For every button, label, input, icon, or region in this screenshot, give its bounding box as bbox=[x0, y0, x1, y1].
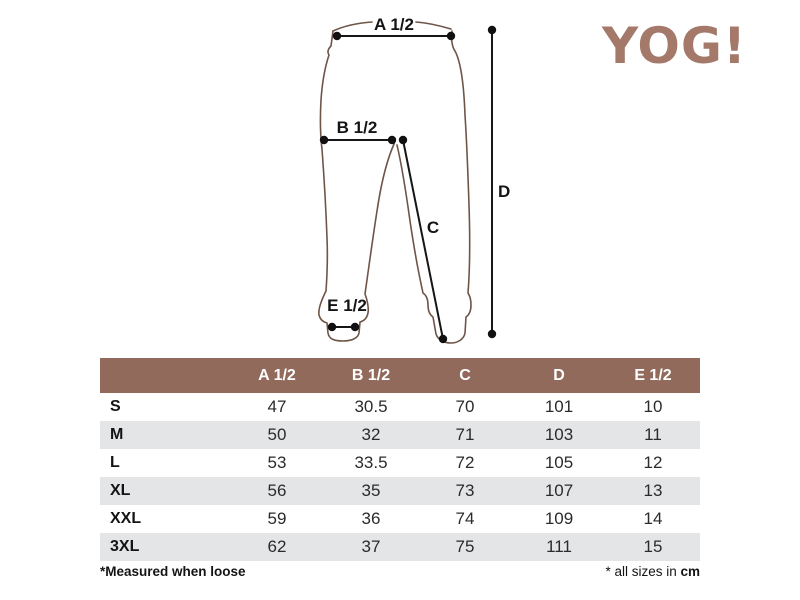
table-row bbox=[100, 421, 700, 449]
header-cell-d: D bbox=[553, 366, 565, 384]
value-cell: 50 bbox=[267, 425, 287, 444]
value-cell: 56 bbox=[267, 481, 287, 500]
value-cell: 11 bbox=[644, 425, 662, 444]
size-cell: 3XL bbox=[110, 538, 140, 555]
value-cell: 62 bbox=[267, 537, 287, 556]
value-cell: 53 bbox=[267, 453, 287, 472]
value-cell: 73 bbox=[455, 481, 475, 500]
size-cell: XXL bbox=[110, 510, 142, 527]
value-cell: 13 bbox=[643, 481, 663, 500]
measure-d bbox=[488, 26, 496, 338]
value-cell: 15 bbox=[643, 537, 663, 556]
footnote-units-unit: cm bbox=[680, 564, 700, 579]
table-row bbox=[100, 505, 700, 533]
value-cell: 12 bbox=[643, 453, 663, 472]
size-cell: XL bbox=[110, 482, 131, 499]
header-cell-a: A 1/2 bbox=[258, 366, 296, 384]
value-cell: 109 bbox=[544, 509, 574, 528]
size-cell: L bbox=[110, 454, 120, 471]
value-cell: 59 bbox=[267, 509, 287, 528]
value-cell: 35 bbox=[361, 481, 381, 500]
measure-c bbox=[399, 136, 447, 343]
value-cell: 33.5 bbox=[354, 453, 388, 472]
value-cell: 103 bbox=[544, 425, 574, 444]
label-c: C bbox=[426, 218, 440, 237]
value-cell: 30.5 bbox=[354, 397, 388, 416]
brand-logo: YOG! bbox=[602, 17, 747, 75]
value-cell: 101 bbox=[544, 397, 574, 416]
label-a-half: A 1/2 bbox=[373, 15, 415, 34]
value-cell: 36 bbox=[361, 509, 381, 528]
table-row bbox=[100, 477, 700, 505]
value-cell: 32 bbox=[361, 425, 381, 444]
value-cell: 107 bbox=[544, 481, 574, 500]
value-cell: 10 bbox=[643, 397, 663, 416]
value-cell: 74 bbox=[455, 509, 475, 528]
value-cell: 70 bbox=[455, 397, 475, 416]
table-row bbox=[100, 449, 700, 477]
footnote-units-text: * all sizes in bbox=[605, 564, 681, 579]
header-cell-b: B 1/2 bbox=[351, 366, 391, 384]
value-cell: 72 bbox=[455, 453, 475, 472]
header-cell-e: E 1/2 bbox=[634, 366, 672, 384]
footnote-measured: *Measured when loose bbox=[100, 564, 246, 579]
label-e-half: E 1/2 bbox=[327, 296, 367, 315]
size-table bbox=[100, 358, 700, 561]
value-cell: 111 bbox=[546, 537, 572, 556]
label-d: D bbox=[498, 182, 511, 201]
value-cell: 37 bbox=[361, 537, 381, 556]
pants-outline bbox=[319, 22, 471, 343]
value-cell: 105 bbox=[544, 453, 574, 472]
measure-e bbox=[328, 323, 359, 331]
value-cell: 75 bbox=[455, 537, 475, 556]
value-cell: 71 bbox=[455, 425, 475, 444]
table-row bbox=[100, 393, 700, 421]
value-cell: 47 bbox=[267, 397, 287, 416]
table-row bbox=[100, 533, 700, 561]
size-table-header bbox=[100, 358, 700, 393]
header-cell-c: C bbox=[459, 366, 471, 384]
label-b-half: B 1/2 bbox=[336, 118, 378, 137]
value-cell: 14 bbox=[643, 509, 663, 528]
size-cell: M bbox=[110, 426, 124, 443]
footnote-units bbox=[605, 564, 700, 579]
size-cell: S bbox=[110, 398, 121, 415]
measure-b bbox=[320, 136, 396, 144]
